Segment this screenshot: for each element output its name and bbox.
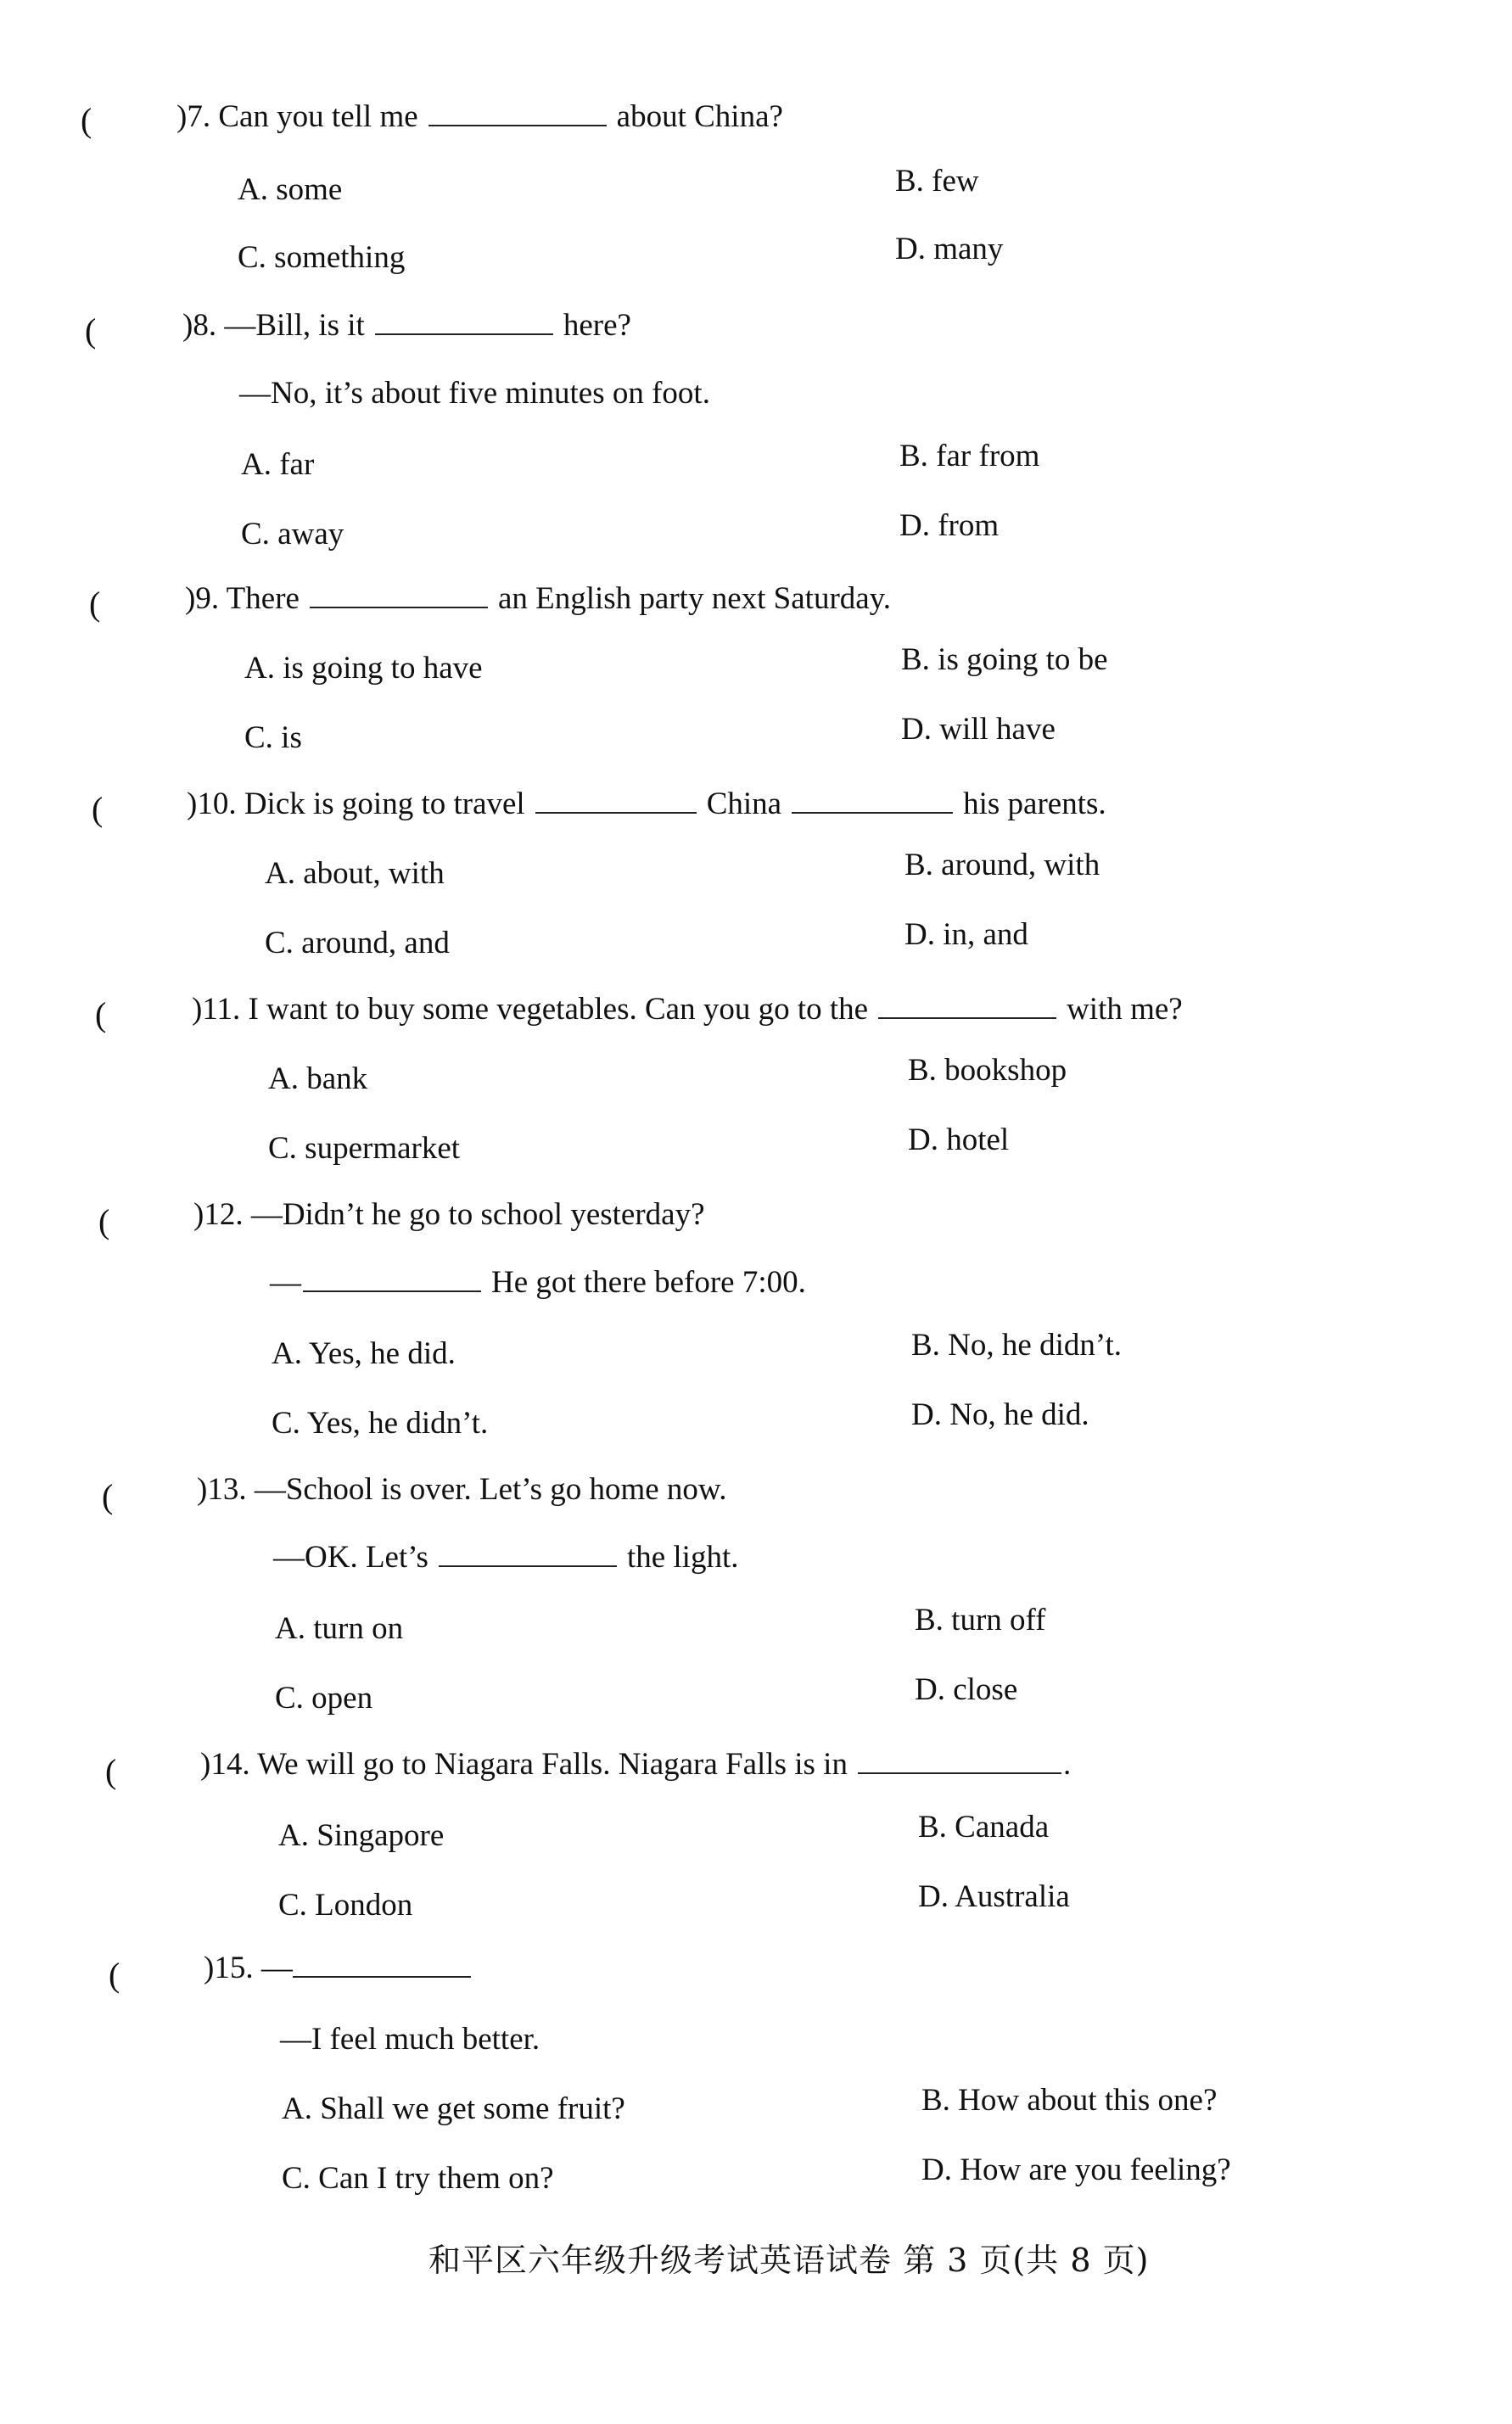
option-c: C. around, and	[265, 926, 450, 960]
stem-text: with me?	[1067, 992, 1183, 1027]
question-number: )14.	[200, 1747, 250, 1782]
answer-bracket[interactable]: (	[109, 1956, 120, 1994]
answer-blank	[293, 1951, 471, 1978]
option-a: A. Yes, he did.	[272, 1336, 456, 1371]
answer-blank	[303, 1265, 481, 1292]
option-d: D. will have	[901, 712, 1056, 747]
stem-text: —Didn’t he go to school yesterday?	[250, 1197, 705, 1232]
question-stem	[187, 786, 1106, 823]
stem-text: China	[706, 787, 782, 821]
option-b: B. turn off	[915, 1603, 1046, 1637]
option-a: A. about, with	[265, 856, 445, 891]
answer-blank	[428, 99, 607, 126]
option-c: C. Can I try them on?	[282, 2161, 554, 2196]
option-a: A. Singapore	[278, 1818, 445, 1853]
dialogue-line	[270, 1264, 806, 1302]
option-b: B. is going to be	[901, 642, 1108, 677]
page-footer: 和平区六年级升级考试英语试卷 第 3 页(共 8 页)	[428, 2242, 1150, 2279]
answer-bracket[interactable]: (	[85, 311, 97, 350]
stem-text: .	[1062, 1747, 1072, 1782]
answer-bracket[interactable]: (	[92, 790, 104, 828]
option-d: D. many	[895, 232, 1004, 266]
answer-bracket[interactable]: (	[89, 585, 101, 623]
question-stem	[197, 1471, 727, 1509]
question-number: )9.	[185, 581, 220, 616]
stem-text: —OK. Let’s	[273, 1540, 428, 1575]
option-c: C. is	[244, 720, 302, 755]
option-a: A. is going to have	[244, 651, 483, 686]
stem-text: —	[270, 1265, 301, 1300]
option-c: C. supermarket	[268, 1131, 461, 1166]
answer-blank	[375, 308, 553, 335]
option-c: C. something	[238, 240, 406, 275]
option-b: B. No, he didn’t.	[911, 1328, 1123, 1363]
option-b: B. Canada	[918, 1810, 1050, 1845]
question-number: )15.	[204, 1951, 254, 1985]
question-number: )10.	[187, 787, 237, 821]
option-d: D. No, he did.	[911, 1397, 1089, 1432]
answer-blank	[439, 1540, 617, 1567]
stem-text: Can you tell me	[218, 99, 418, 134]
option-b: B. few	[895, 164, 979, 199]
stem-text: here?	[563, 308, 631, 343]
option-b: B. around, with	[904, 848, 1100, 882]
option-a: A. Shall we get some fruit?	[282, 2091, 625, 2126]
option-b: B. far from	[899, 439, 1040, 473]
answer-blank	[310, 581, 488, 608]
question-number: )8.	[182, 308, 217, 343]
option-a: A. far	[241, 447, 315, 482]
option-d: D. Australia	[918, 1879, 1070, 1914]
stem-text: an English party next Saturday.	[497, 581, 892, 616]
answer-blank	[792, 787, 953, 814]
answer-blank	[878, 992, 1056, 1019]
stem-text: We will go to Niagara Falls. Niagara Falls is in	[257, 1747, 848, 1782]
answer-bracket[interactable]: (	[102, 1477, 114, 1515]
option-d: D. from	[899, 508, 1000, 543]
question-stem	[204, 1950, 481, 1987]
dialogue-line: —No, it’s about five minutes on foot.	[239, 376, 710, 411]
question-number: )12.	[193, 1197, 244, 1232]
stem-text: There	[226, 581, 300, 616]
option-b: B. How about this one?	[921, 2083, 1218, 2118]
question-number: )7.	[176, 99, 211, 134]
option-c: C. away	[241, 517, 344, 551]
question-stem	[176, 98, 783, 136]
option-d: D. hotel	[908, 1122, 1010, 1157]
option-a: A. bank	[268, 1061, 368, 1096]
answer-bracket[interactable]: (	[98, 1202, 110, 1240]
dialogue-line	[273, 1539, 738, 1576]
question-stem	[192, 991, 1183, 1028]
answer-blank	[535, 787, 697, 814]
question-number: )11.	[192, 992, 241, 1027]
stem-text: Dick is going to travel	[244, 787, 525, 821]
question-stem	[182, 307, 631, 344]
stem-text: his parents.	[963, 787, 1106, 821]
stem-text: —School is over. Let’s go home now.	[254, 1472, 727, 1507]
question-stem	[193, 1196, 705, 1234]
stem-text: —Bill, is it	[224, 308, 365, 343]
stem-text: the light.	[626, 1540, 739, 1575]
dialogue-line: —I feel much better.	[280, 2022, 540, 2057]
option-d: D. close	[915, 1672, 1018, 1707]
option-b: B. bookshop	[908, 1053, 1067, 1088]
answer-bracket[interactable]: (	[81, 101, 92, 139]
question-stem	[200, 1746, 1071, 1783]
answer-bracket[interactable]: (	[95, 995, 107, 1033]
question-stem	[185, 580, 891, 618]
option-c: C. open	[275, 1681, 373, 1716]
option-c: C. Yes, he didn’t.	[272, 1406, 489, 1441]
answer-blank	[858, 1747, 1061, 1774]
option-a: A. some	[238, 172, 343, 207]
option-a: A. turn on	[275, 1611, 404, 1646]
stem-text: —	[260, 1951, 293, 1985]
stem-text: I want to buy some vegetables. Can you go to the	[248, 992, 869, 1027]
option-d: D. in, and	[904, 917, 1028, 952]
answer-bracket[interactable]: (	[105, 1752, 117, 1790]
question-number: )13.	[197, 1472, 247, 1507]
option-d: D. How are you feeling?	[921, 2152, 1231, 2187]
stem-text: He got there before 7:00.	[491, 1265, 806, 1300]
stem-text: about China?	[616, 99, 783, 134]
option-c: C. London	[278, 1888, 413, 1923]
